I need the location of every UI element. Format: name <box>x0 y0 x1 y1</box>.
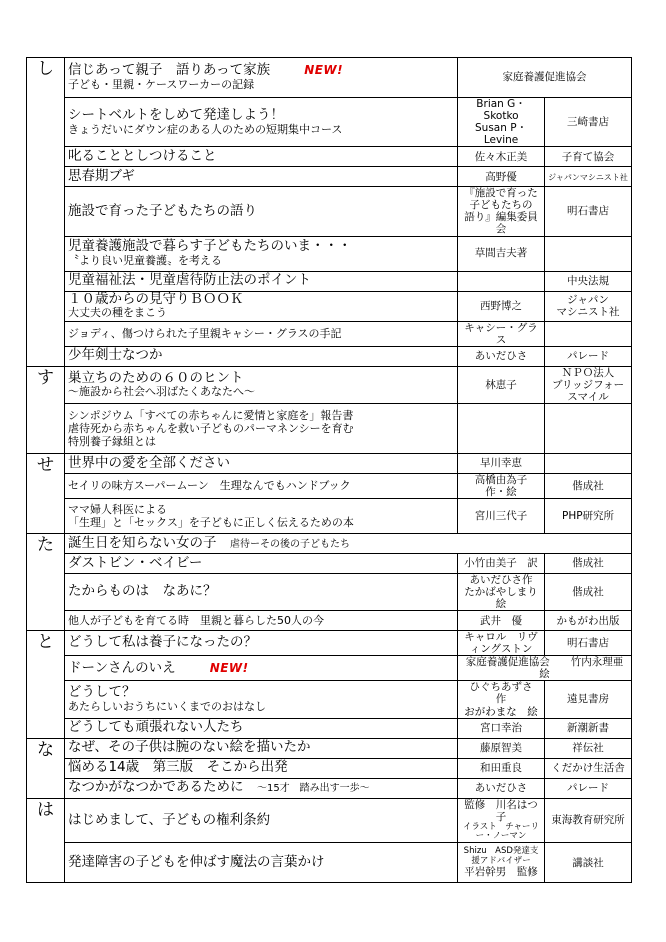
author-cell <box>458 843 545 883</box>
author-cell <box>458 147 545 167</box>
author-line: 平岩幹男 監修 <box>464 866 538 879</box>
book-row <box>27 656 632 681</box>
author-cell <box>458 236 545 271</box>
book-row <box>27 498 632 533</box>
book-row <box>27 681 632 718</box>
publisher-name: 明石書店 <box>567 637 610 650</box>
title-cell <box>64 366 457 403</box>
publisher-name: パレード <box>567 782 610 795</box>
book-row <box>27 798 632 843</box>
title-cell <box>64 798 457 843</box>
publisher-name: 東海教育研究所 <box>551 814 625 827</box>
publisher-cell <box>545 98 632 147</box>
author-name: あいだひさ <box>474 782 528 795</box>
title-cell <box>64 321 457 346</box>
publisher-line: マシニスト社 <box>556 306 620 318</box>
publisher-name: パレード <box>567 350 610 363</box>
section-letter: し <box>27 58 65 367</box>
author-line: Shizu ASD発達支援アドバイザー <box>463 845 539 866</box>
publisher-name: 偕成社 <box>572 479 604 492</box>
book-title: 巣立ちのための６０のヒント <box>67 369 244 386</box>
title-cell <box>64 167 457 187</box>
author-line: 語り』編集委員会 <box>464 211 538 236</box>
book-row <box>27 98 632 147</box>
book-title: ママ婦人科医による <box>67 502 167 516</box>
book-title: 思春期ブギ <box>67 167 135 184</box>
publisher-name: PHP研究所 <box>561 509 615 522</box>
author-cell <box>458 187 545 236</box>
book-title: ダストビン・ベイビー <box>67 554 203 571</box>
book-row <box>27 346 632 366</box>
publisher-cell <box>545 167 632 187</box>
book-row <box>27 533 632 553</box>
author-cell <box>458 718 545 738</box>
title-cell <box>64 403 457 453</box>
publisher-cell <box>545 573 632 610</box>
title-cell <box>64 656 457 681</box>
book-subtitle: 「生理」と「セックス」を子どもに正しく伝えるための本 <box>67 516 354 530</box>
book-subtitle: ～15才 踏み出す一歩～ <box>256 783 370 795</box>
section-letter: は <box>27 798 65 883</box>
publisher-cell <box>545 473 632 498</box>
book-title: シンポジウム「すべての赤ちゃんに愛情と家庭を」報告書 <box>67 408 354 422</box>
title-cell <box>64 611 457 631</box>
author-cell <box>458 167 545 187</box>
publisher-cell <box>545 498 632 533</box>
book-list-table <box>26 57 632 883</box>
publisher-name: 明石書店 <box>567 205 610 218</box>
publisher-cell <box>545 187 632 236</box>
book-row <box>27 403 632 453</box>
author-line: あいだひさ作 <box>469 573 533 586</box>
book-title: セイリの味方スーパームーン 生理なんでもハンドブック <box>67 479 351 493</box>
book-row <box>27 473 632 498</box>
title-cell <box>64 843 457 883</box>
book-title: 叱ることとしつけること <box>67 147 217 164</box>
author-cell <box>458 321 545 346</box>
author-name: 高野優 <box>485 170 517 183</box>
publisher-name: 新潮新書 <box>567 722 610 735</box>
publisher-cell <box>545 291 632 321</box>
author-cell <box>458 681 545 718</box>
publisher-cell <box>545 271 632 291</box>
title-cell <box>64 58 457 98</box>
publisher-name: ジャパンマシニスト社 <box>548 172 628 182</box>
book-row <box>27 611 632 631</box>
book-row <box>27 236 632 271</box>
new-badge: NEW! <box>304 63 344 78</box>
author-cell <box>458 573 545 610</box>
title-cell <box>64 573 457 610</box>
publisher-cell <box>545 366 632 403</box>
author-name: 宮川三代子 <box>474 509 528 522</box>
author-cell <box>458 98 545 147</box>
author-cell <box>458 778 545 798</box>
publisher-name: 子育て協会 <box>561 150 615 163</box>
author-cell <box>458 758 545 778</box>
publisher-name: くだかけ生活舎 <box>551 762 625 775</box>
book-row <box>27 718 632 738</box>
author-cell <box>458 738 545 758</box>
book-row <box>27 58 632 98</box>
author-name: 早川幸恵 <box>480 457 523 470</box>
publisher-cell <box>545 681 632 718</box>
publisher-cell <box>545 236 632 271</box>
title-cell <box>64 271 457 291</box>
author-cell <box>458 656 632 681</box>
publisher-name: かもがわ出版 <box>556 614 620 627</box>
author-name: 高橋由為子 作・絵 <box>474 473 538 498</box>
book-title: はじめまして、子どもの権利条約 <box>67 811 271 828</box>
author-cell <box>458 453 545 473</box>
title-cell <box>64 98 457 147</box>
publisher-name: 祥伝社 <box>572 742 604 755</box>
author-name: 家庭養護促進協会 <box>502 71 587 84</box>
author-cell <box>458 553 545 573</box>
book-title: １０歳からの見守りＢＯＯＫ <box>67 290 244 307</box>
book-title: シートベルトをしめて発達しよう！ <box>67 107 284 124</box>
author-name: 宮口幸治 <box>480 722 523 735</box>
book-row <box>27 553 632 573</box>
section-letter: な <box>27 738 65 798</box>
book-row <box>27 738 632 758</box>
book-title: ドーンさんのいえ <box>67 659 176 676</box>
title-cell <box>64 236 457 271</box>
book-row <box>27 758 632 778</box>
book-row <box>27 631 632 656</box>
author-cell <box>458 498 545 533</box>
author-line: ひぐちあずさ 作 <box>469 681 544 706</box>
book-title: どうして私は養子になったの？ <box>67 634 257 651</box>
publisher-line: ＮＰＯ法人 <box>561 366 615 379</box>
author-cell <box>458 403 545 453</box>
author-name: 草間吉夫著 <box>474 247 528 260</box>
title-cell <box>64 553 457 573</box>
section-letter: と <box>27 631 65 738</box>
publisher-name: 三崎書店 <box>567 116 610 129</box>
publisher-cell <box>545 321 632 346</box>
title-cell <box>64 498 457 533</box>
book-title: 児童福祉法・児童虐待防止法のポイント <box>67 272 311 289</box>
book-subtitle: ～施設から社会へ羽ばたくあなたへ～ <box>67 385 255 399</box>
book-title: 児童養護施設で暮らす子どもたちのいま・・・ <box>67 238 352 255</box>
publisher-name: 偕成社 <box>572 586 604 598</box>
author-line: Susan P・Levine <box>475 122 528 147</box>
author-name: 佐々木正美 <box>474 150 528 163</box>
book-subtitle: 大丈夫の種をまこう <box>67 306 167 320</box>
book-row <box>27 366 632 403</box>
title-cell <box>64 187 457 236</box>
publisher-line: ジャパン <box>567 293 609 306</box>
author-cell <box>458 631 545 656</box>
author-name: キャシー・グラス <box>464 321 538 346</box>
publisher-cell <box>545 631 632 656</box>
title-cell <box>64 147 457 167</box>
author-line: たかばやしまり絵 <box>464 586 538 611</box>
author-cell <box>458 798 545 843</box>
title-cell <box>64 738 457 758</box>
book-row <box>27 271 632 291</box>
author-line: 監修 川名はつ子 <box>464 798 538 823</box>
book-row <box>27 167 632 187</box>
author-cell <box>458 271 545 291</box>
author-name: 西野博之 <box>480 299 523 312</box>
book-row <box>27 321 632 346</box>
new-badge: NEW! <box>209 660 249 675</box>
publisher-cell <box>545 758 632 778</box>
publisher-line: スマイル <box>567 390 609 403</box>
book-subtitle: 虐待ーその後の子どもたち <box>229 538 350 550</box>
book-row <box>27 187 632 236</box>
book-row <box>27 453 632 473</box>
title-cell <box>64 473 457 498</box>
author-name: 和田重良 <box>480 762 523 775</box>
publisher-name: 講談社 <box>572 856 604 869</box>
author-cell <box>458 58 632 98</box>
publisher-cell <box>545 453 632 473</box>
author-line: 『施設で育った子どもたちの <box>464 187 538 212</box>
author-name: 林恵子 <box>485 378 517 391</box>
book-subtitle: 子ども・里親・ケースワーカーの記録 <box>67 77 255 91</box>
publisher-cell <box>545 738 632 758</box>
author-cell <box>458 611 545 631</box>
author-cell <box>458 473 545 498</box>
book-row <box>27 573 632 610</box>
title-cell <box>64 533 631 553</box>
publisher-line: ブリッジフォー <box>551 378 625 391</box>
book-title: 発達障害の子どもを伸ばす魔法の言葉かけ <box>67 853 325 870</box>
publisher-cell <box>545 798 632 843</box>
section-letter: た <box>27 533 65 630</box>
book-subtitle: 特別養子縁組とは <box>67 435 156 449</box>
book-title: 誕生日を知らない女の子 <box>67 534 217 551</box>
book-row <box>27 778 632 798</box>
book-title: たからものは なあに？ <box>67 583 217 600</box>
book-title: 世界中の愛を全部ください <box>67 454 230 471</box>
book-row <box>27 843 632 883</box>
author-line: おがわまな 絵 <box>464 705 538 718</box>
author-cell <box>458 291 545 321</box>
book-title: 他人が子どもを育てる時 里親と暮らした50人の今 <box>67 613 324 627</box>
author-name: あいだひさ <box>474 350 528 363</box>
author-name: 家庭養護促進協会 竹内永理亜 絵 <box>465 656 634 681</box>
author-name: キャロル リヴィングストン <box>464 631 538 656</box>
publisher-name: 偕成社 <box>572 557 604 570</box>
title-cell <box>64 758 457 778</box>
book-title: 施設で育った子どもたちの語り <box>67 202 257 219</box>
title-cell <box>64 291 457 321</box>
book-title: 悩める14歳 第三版 そこから出発 <box>67 759 288 776</box>
publisher-cell <box>545 403 632 453</box>
author-name: 藤原智美 <box>480 742 523 755</box>
author-name: 小竹由美子 訳 <box>464 557 538 570</box>
section-letter: す <box>27 366 65 453</box>
book-row <box>27 291 632 321</box>
book-title: どうして？ <box>67 684 136 701</box>
publisher-cell <box>545 147 632 167</box>
book-title: ジョディ、傷つけられた子里親キャシー・グラスの手記 <box>67 326 342 340</box>
publisher-name: 遠見書房 <box>567 693 610 706</box>
author-line: Brian G・Skotko <box>476 98 526 123</box>
title-cell <box>64 778 457 798</box>
publisher-cell <box>545 611 632 631</box>
book-subtitle: 〝より良い児童養護〟を考える <box>67 253 222 267</box>
publisher-cell <box>545 778 632 798</box>
book-title: 信じあって親子 語りあって家族 <box>67 62 271 79</box>
publisher-cell <box>545 553 632 573</box>
publisher-cell <box>545 346 632 366</box>
publisher-cell <box>545 718 632 738</box>
book-title: なぜ、その子供は腕のない絵を描いたか <box>67 739 311 756</box>
book-title: なつかがなつかであるために <box>67 779 244 796</box>
title-cell <box>64 718 457 738</box>
title-cell <box>64 631 457 656</box>
publisher-cell <box>545 843 632 883</box>
title-cell <box>64 453 457 473</box>
author-line: イラスト チャーリー・ノーマン <box>463 821 540 842</box>
book-title: どうしても頑張れない人たち <box>67 719 244 736</box>
book-row <box>27 147 632 167</box>
author-name: 武井 優 <box>480 614 523 627</box>
author-cell <box>458 346 545 366</box>
author-cell <box>458 366 545 403</box>
title-cell <box>64 346 457 366</box>
publisher-name: 中央法規 <box>567 274 610 287</box>
book-subtitle: きょうだいにダウン症のある人のための短期集中コース <box>67 122 343 136</box>
title-cell <box>64 681 457 718</box>
book-subtitle: 虐待死から赤ちゃんを救い子どものパーマネンシーを育む <box>67 422 354 436</box>
section-letter: せ <box>27 453 65 533</box>
book-subtitle: あたらしいおうちにいくまでのおはなし <box>67 699 266 713</box>
book-title: 少年剣士なつか <box>67 347 163 364</box>
